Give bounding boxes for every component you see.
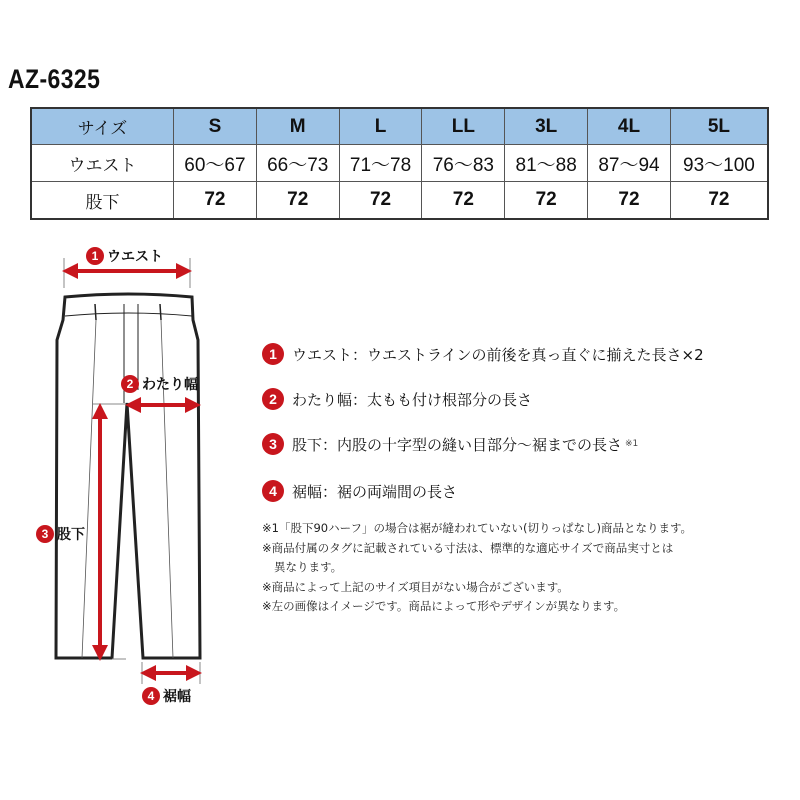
definition-waist: [262, 343, 704, 365]
note: ※商品付属のタグに記載されている寸法は、標準的な適応サイズで商品実寸とは: [262, 540, 674, 555]
row-label: 股下: [31, 182, 174, 220]
table-cell: 81〜88: [505, 145, 588, 182]
definition-thigh: [262, 388, 532, 410]
table-cell: 76〜83: [422, 145, 505, 182]
number-badge: 1: [86, 247, 104, 265]
pants-outline-icon: [56, 294, 200, 658]
number-badge: 3: [262, 433, 284, 455]
definition-text: ウエスト：ウエストラインの前後を真っ直ぐに揃えた長さ×2: [292, 345, 704, 364]
number-badge: 4: [262, 480, 284, 502]
note: ※商品によって上記のサイズ項目がない場合がございます。: [262, 579, 569, 594]
header-cell: LL: [422, 108, 505, 145]
number-badge: 4: [142, 687, 160, 705]
diagram-label-hem: [142, 686, 191, 706]
header-cell: 5L: [670, 108, 768, 145]
notes: [262, 519, 692, 617]
number-badge: 2: [262, 388, 284, 410]
number-badge: 3: [36, 525, 54, 543]
definition-text: 股下：内股の十字型の縫い目部分〜裾までの長さ: [292, 435, 623, 454]
label-text: 裾幅: [163, 689, 191, 705]
diagram-label-waist: [86, 246, 163, 266]
definition-text: わたり幅：太もも付け根部分の長さ: [292, 390, 533, 409]
definition-text: 裾幅：裾の両端間の長さ: [292, 482, 458, 501]
header-cell: 3L: [505, 108, 588, 145]
table-cell: 72: [339, 182, 422, 220]
footnote-mark: ※1: [625, 439, 639, 449]
label-text: ウエスト: [107, 249, 163, 265]
table-cell: 72: [670, 182, 768, 220]
note: ※1「股下90ハーフ」の場合は裾が縫われていない(切りっぱなし)商品となります。: [262, 521, 693, 535]
table-cell: 66〜73: [256, 145, 339, 182]
header-cell: 4L: [588, 108, 671, 145]
table-cell: 72: [256, 182, 339, 220]
header-cell: M: [256, 108, 339, 145]
definition-hem: [262, 480, 457, 502]
header-cell: サイズ: [31, 108, 174, 145]
table-cell: 93〜100: [670, 145, 768, 182]
note: ※左の画像はイメージです。商品によって形やデザインが異なります。: [262, 599, 626, 613]
diagram-label-inseam: [36, 524, 85, 544]
table-cell: 87〜94: [588, 145, 671, 182]
number-badge: 2: [121, 375, 139, 393]
table-cell: 60〜67: [174, 145, 257, 182]
header-cell: L: [339, 108, 422, 145]
diagram-label-thigh: [121, 374, 198, 394]
note: 異なります。: [274, 560, 343, 574]
row-label: ウエスト: [31, 145, 174, 182]
label-text: わたり幅: [142, 377, 198, 393]
table-cell: 72: [505, 182, 588, 220]
table-cell: 72: [174, 182, 257, 220]
table-cell: 72: [588, 182, 671, 220]
table-cell: 71〜78: [339, 145, 422, 182]
definition-inseam: [262, 433, 638, 455]
number-badge: 1: [262, 343, 284, 365]
table-cell: 72: [422, 182, 505, 220]
label-text: 股下: [57, 527, 85, 543]
model-number: AZ-6325: [8, 64, 101, 94]
header-cell: S: [174, 108, 257, 145]
